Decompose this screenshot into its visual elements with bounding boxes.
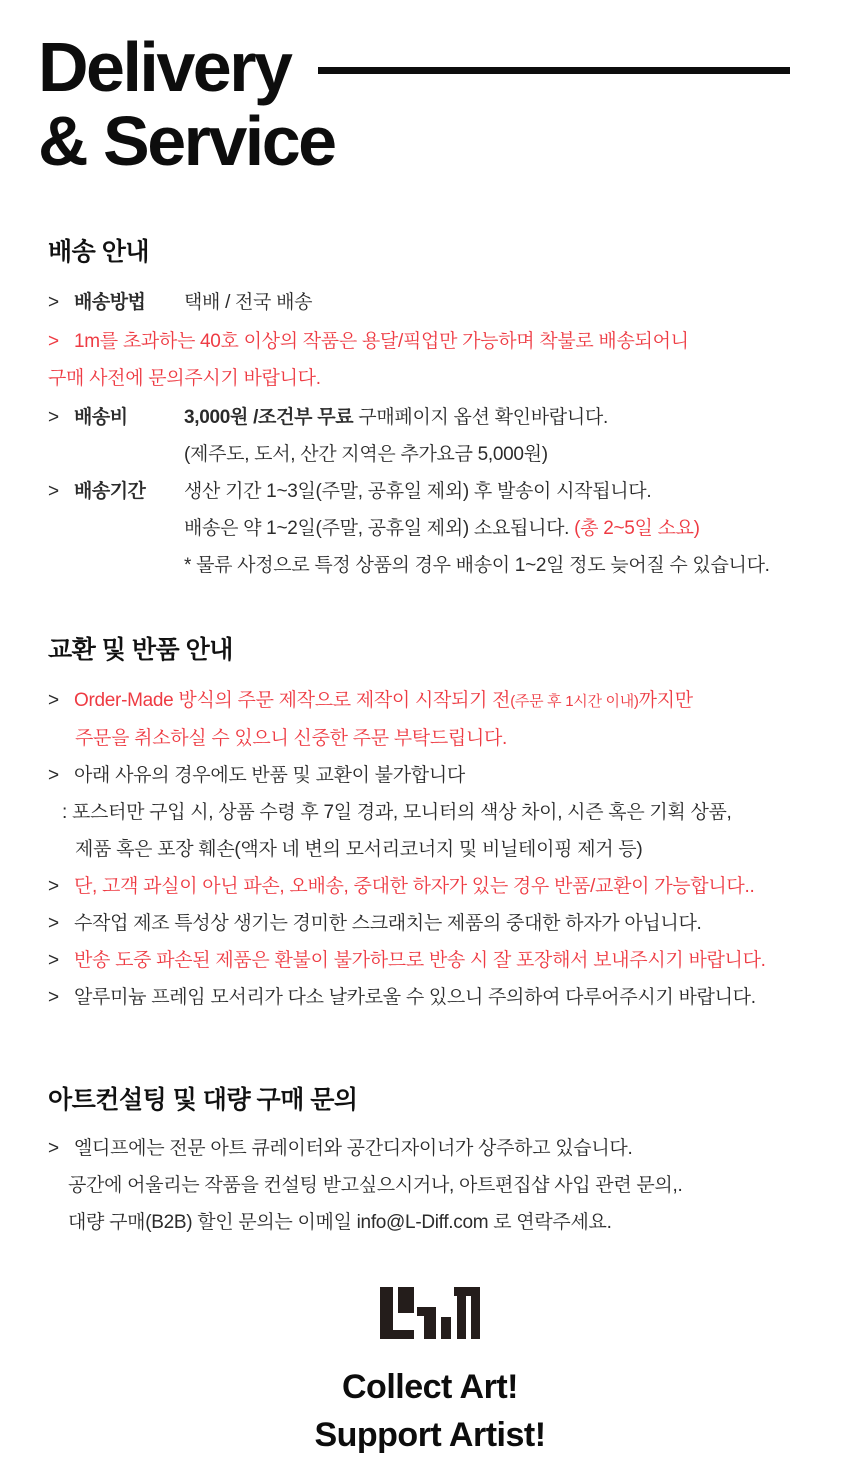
shipping-method-label: 배송방법	[74, 292, 146, 313]
page-title-line1: Delivery	[38, 28, 291, 106]
shipping-period-row	[48, 473, 820, 510]
shipping-fee-label: 배송비	[74, 407, 128, 428]
arrow-marker: >	[48, 331, 59, 352]
title-rule	[318, 67, 790, 74]
shipping-heading: 배송 안내	[48, 238, 150, 266]
logo-bar	[441, 1317, 451, 1339]
logo-bar	[471, 1296, 480, 1339]
order-made-line2: 주문을 취소하실 수 있으니 신중한 주문 부탁드립니다.	[75, 728, 508, 749]
no-return-case2: 제품 혹은 포장 훼손(액자 네 변의 모서리코너지 및 비닐테이핑 제거 등)	[75, 839, 643, 860]
return-shipping-line: > 반송 도중 파손된 제품은 환불이 불가하므로 반송 시 잘 포장해서 보내주시기 바랍니다.	[48, 942, 820, 979]
no-return-intro: > 아래 사유의 경우에도 반품 및 교환이 불가합니다	[48, 757, 820, 794]
total-days-highlight: (총 2~5일 소요)	[574, 518, 700, 539]
oversize-note-line1: > 1m를 초과하는 40호 이상의 작품은 용달/픽업만 가능하며 착불로 배송되어니	[48, 323, 820, 360]
shipping-method-row	[48, 284, 820, 321]
logo-bar	[380, 1330, 414, 1339]
consulting-line2: 공간에 어울리는 작품을 컨설팅 받고싶으시거나, 아트편집샵 사입 관련 문의,.	[68, 1175, 683, 1196]
arrow-marker: >	[48, 481, 59, 502]
scratch-line: > 수작업 제조 특성상 생기는 경미한 스크래치는 제품의 중대한 하자가 아닙니다.	[48, 905, 820, 942]
logo-window	[398, 1287, 414, 1313]
arrow-marker: >	[48, 407, 59, 428]
no-return-case1: : 포스터만 구입 시, 상품 수령 후 7일 경과, 모니터의 색상 차이, 시즌 혹은 기획 상품,	[62, 802, 732, 823]
colon-marker: :	[62, 802, 67, 823]
arrow-marker: >	[48, 876, 59, 897]
arrow-marker: >	[48, 913, 59, 934]
shipping-fee-row	[48, 399, 820, 436]
arrow-marker: >	[48, 765, 59, 786]
slogan-line1: Collect Art!	[342, 1368, 518, 1406]
shipping-fee-value: 3,000원 /조건부 무료 구매페이지 옵션 확인바랍니다.	[184, 407, 608, 428]
shipping-method-value: 택배 / 전국 배송	[184, 292, 313, 313]
shipping-period-line1: 생산 기간 1~3일(주말, 공휴일 제외) 후 발송이 시작됩니다.	[184, 481, 652, 502]
returns-section	[0, 630, 860, 1016]
shipping-fee-amount: 3,000원 /조건부 무료	[184, 407, 354, 428]
oversize-note-line2: 구매 사전에 문의주시기 바랍니다.	[48, 368, 321, 389]
consulting-heading: 아트컨설팅 및 대량 구매 문의	[48, 1086, 358, 1114]
arrow-marker: >	[48, 1138, 59, 1159]
arrow-marker: >	[48, 292, 59, 313]
page-header	[0, 0, 860, 178]
shipping-fee-extra: (제주도, 도서, 산간 지역은 추가요금 5,000원)	[184, 444, 548, 465]
page-title-line2: & Service	[38, 102, 335, 180]
consulting-line1: > 엘디프에는 전문 아트 큐레이터와 공간디자이너가 상주하고 있습니다.	[48, 1130, 820, 1167]
arrow-marker: >	[48, 690, 59, 711]
slogan-line2: Support Artist!	[314, 1416, 546, 1454]
contact-email: info@L-Diff.com	[356, 1212, 489, 1233]
cancel-window-note: (주문 후 1시간 이내)	[510, 693, 639, 710]
consulting-section	[0, 1080, 860, 1241]
consulting-line3: 대량 구매(B2B) 할인 문의는 이메일 info@L-Diff.com 로 연락주세요.	[68, 1212, 612, 1233]
l-diff-logo-icon	[380, 1287, 480, 1339]
returns-heading: 교환 및 반품 안내	[48, 636, 233, 664]
logo-bar	[424, 1307, 436, 1339]
frame-caution-line: > 알루미늄 프레임 모서리가 다소 날카로울 수 있으니 주의하여 다루어주시기 바랍니다.	[48, 979, 820, 1016]
exception-line: > 단, 고객 과실이 아닌 파손, 오배송, 중대한 하자가 있는 경우 반품/교환이 가능합니다..	[48, 868, 820, 905]
page-footer	[0, 1287, 860, 1459]
shipping-period-label: 배송기간	[74, 481, 146, 502]
logo-bar	[457, 1296, 466, 1339]
order-made-line1: > Order-Made 방식의 주문 제작으로 제작이 시작되기 전(주문 후 1시간 이내)까지만	[48, 682, 820, 720]
arrow-marker: >	[48, 987, 59, 1008]
shipping-period-line3: * 물류 사정으로 특정 상품의 경우 배송이 1~2일 정도 늦어질 수 있습니다.	[184, 555, 770, 576]
arrow-marker: >	[48, 950, 59, 971]
shipping-section	[0, 232, 860, 584]
logo-bar	[454, 1287, 480, 1296]
shipping-period-line2: 배송은 약 1~2일(주말, 공휴일 제외) 소요됩니다. (총 2~5일 소요)	[184, 518, 700, 539]
